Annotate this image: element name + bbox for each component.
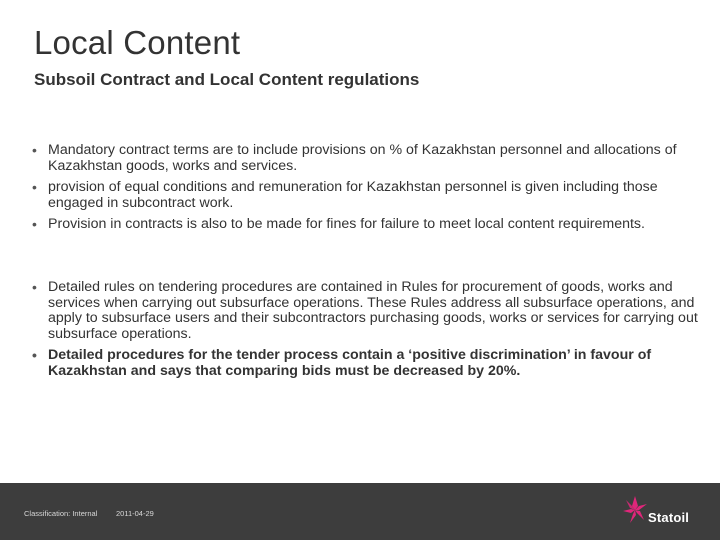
bullet-item: [30, 280, 700, 342]
bullet-icon: •: [32, 216, 37, 233]
classification-label: Classification: Internal: [24, 509, 98, 518]
bullet-text: Provision in contracts is also to be made for fines for failure to meet local content requirements.: [48, 216, 645, 233]
star-logo-icon: [622, 495, 648, 527]
bullet-text: Detailed procedures for the tender process contain a ‘positive discrimination’ in favour of Kazakhstan and says that comparing bids must be decreased by 20%.: [48, 347, 652, 379]
slide-subtitle: Subsoil Contract and Local Content regulations: [34, 70, 420, 89]
statoil-logo: [622, 495, 702, 531]
bullet-icon: •: [32, 142, 37, 158]
bullet-text: Detailed rules on tendering procedures are contained in Rules for procurement of goods, works and services when carrying out subsurface operations. These Rules address all subsurface operations, and apply to subsurface users and their subcontractors purchasing goods, works or services for carrying out subsurface operations.: [48, 279, 698, 342]
date-label: 2011-04-29: [116, 509, 154, 518]
bullet-icon: •: [32, 347, 37, 364]
slide-title: Local Content: [34, 24, 241, 61]
bullet-text: provision of equal conditions and remuneration for Kazakhstan personnel is given including those engaged in subcontract work.: [48, 179, 658, 211]
bullet-icon: •: [32, 179, 37, 196]
footer-bar: [0, 483, 720, 540]
bullet-text: Mandatory contract terms are to include provisions on % of Kazakhstan personnel and allocations of Kazakhstan goods, works and services.: [48, 142, 677, 174]
bullet-item: [30, 180, 700, 211]
logo-wordmark: Statoil: [648, 510, 690, 525]
bullet-list-1: [30, 143, 700, 239]
bullet-icon: •: [32, 279, 37, 295]
bullet-item: [30, 143, 700, 174]
bullet-item-emphasized: [30, 348, 700, 379]
bullet-list-2: [30, 280, 700, 386]
bullet-item: [30, 217, 700, 233]
